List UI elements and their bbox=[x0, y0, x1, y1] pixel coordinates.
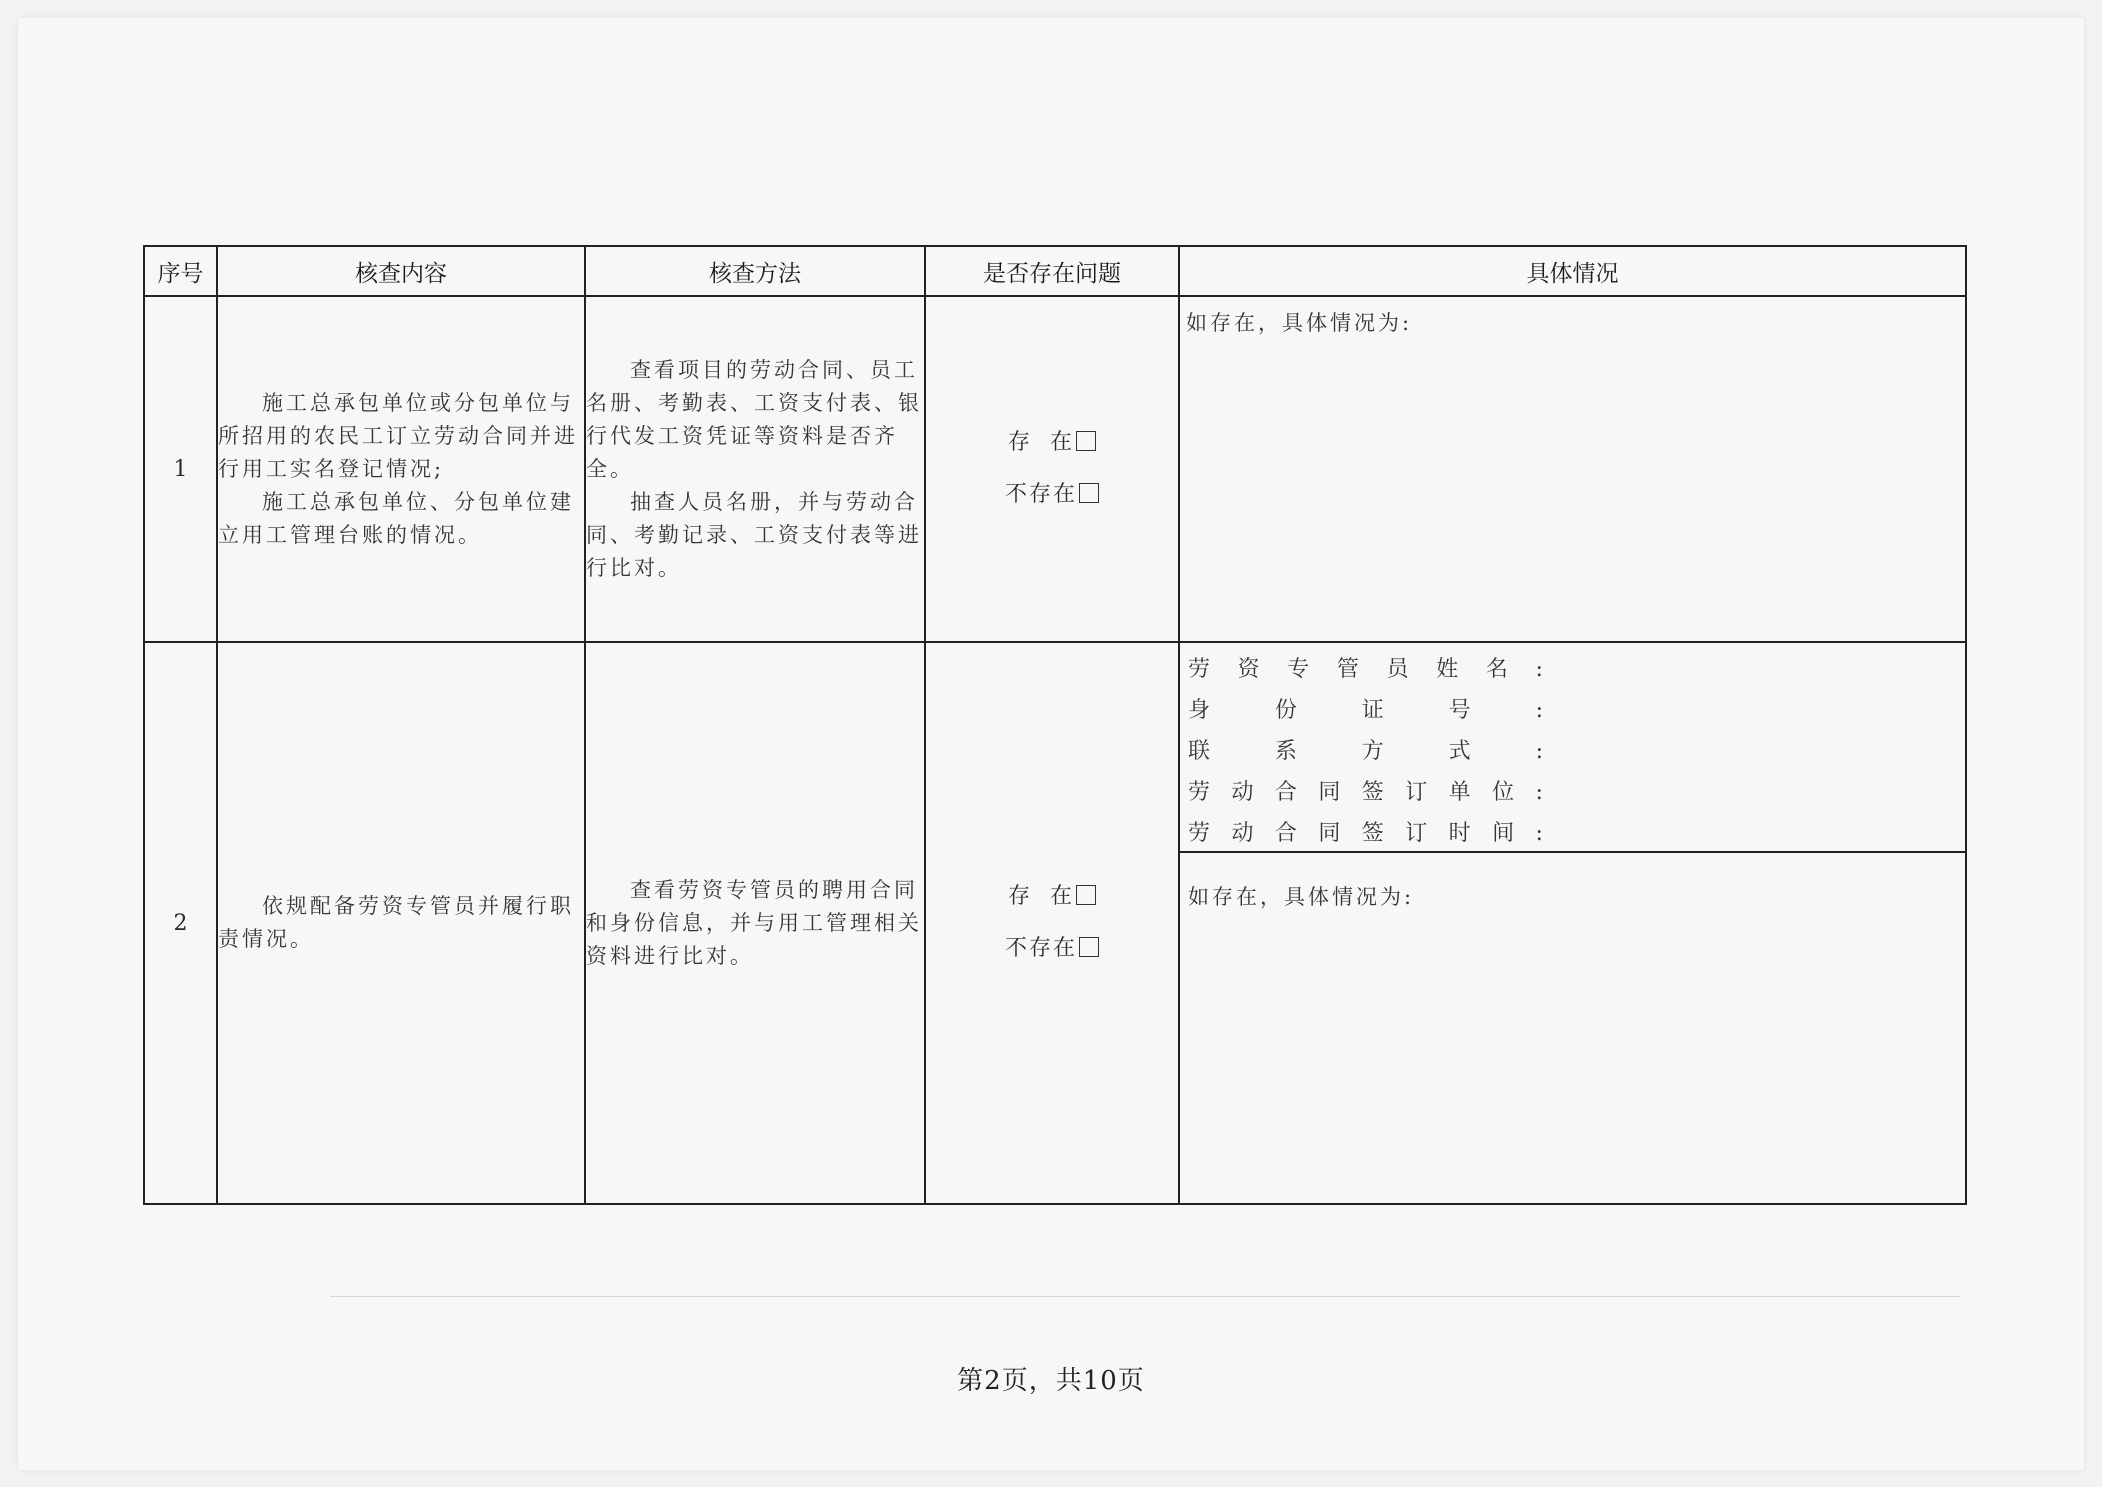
issue-status bbox=[925, 642, 1179, 1204]
header-no: 序号 bbox=[144, 246, 217, 296]
row-number: 2 bbox=[144, 642, 217, 1204]
option-not-exists[interactable] bbox=[926, 932, 1178, 966]
check-content bbox=[217, 642, 585, 1204]
header-issue: 是否存在问题 bbox=[925, 246, 1179, 296]
method-paragraph: 查看劳资专管员的聘用合同和身份信息，并与用工管理相关资料进行比对。 bbox=[586, 877, 922, 968]
header-detail: 具体情况 bbox=[1179, 246, 1966, 296]
option-label: 不存在 bbox=[1004, 936, 1077, 961]
option-not-exists[interactable] bbox=[926, 478, 1178, 512]
checkbox-icon[interactable] bbox=[1079, 483, 1099, 503]
issue-status bbox=[925, 296, 1179, 642]
header-method: 核查方法 bbox=[585, 246, 925, 296]
header-content: 核查内容 bbox=[217, 246, 585, 296]
option-label: 存 在 bbox=[1008, 430, 1074, 455]
contract-date-field: 劳 动 合 同 签 订 时 间 : bbox=[1188, 821, 1543, 846]
detail-cell[interactable] bbox=[1179, 296, 1966, 642]
method-paragraph: 查看项目的劳动合同、员工名册、考勤表、工资支付表、银行代发工资凭证等资料是否齐全。 bbox=[586, 357, 922, 481]
method-paragraph: 抽查人员名册，并与劳动合同、考勤记录、工资支付表等进行比对。 bbox=[586, 489, 922, 580]
row-number: 1 bbox=[144, 296, 217, 642]
option-label: 不存在 bbox=[1004, 482, 1077, 507]
id-number-field: 身 份 证 号 : bbox=[1188, 698, 1543, 723]
content-paragraph: 依规配备劳资专管员并履行职责情况。 bbox=[218, 894, 574, 951]
option-exists[interactable] bbox=[926, 426, 1178, 460]
detail-cell bbox=[1179, 642, 1966, 1204]
check-method bbox=[585, 642, 925, 1204]
content-paragraph: 施工总承包单位或分包单位与所招用的农民工订立劳动合同并进行用工实名登记情况; bbox=[218, 390, 578, 481]
table-row bbox=[144, 296, 1966, 642]
inspection-table bbox=[143, 245, 1967, 1205]
check-content bbox=[217, 296, 585, 642]
option-exists[interactable] bbox=[926, 880, 1178, 914]
check-method bbox=[585, 296, 925, 642]
checkbox-icon[interactable] bbox=[1079, 937, 1099, 957]
checkbox-icon[interactable] bbox=[1076, 431, 1096, 451]
footer-divider bbox=[330, 1296, 1960, 1297]
table-row bbox=[144, 642, 1966, 1204]
table-header-row bbox=[144, 246, 1966, 296]
staff-name-field: 劳 资 专 管 员 姓 名 : bbox=[1188, 657, 1543, 682]
checkbox-icon[interactable] bbox=[1076, 885, 1096, 905]
detail-label[interactable]: 如存在，具体情况为: bbox=[1188, 885, 1415, 909]
detail-label: 如存在，具体情况为: bbox=[1186, 311, 1413, 335]
contact-field: 联 系 方 式 : bbox=[1188, 739, 1543, 764]
page-number: 第2页，共10页 bbox=[957, 1366, 1145, 1396]
content-paragraph: 施工总承包单位、分包单位建立用工管理台账的情况。 bbox=[218, 489, 574, 547]
contract-unit-field: 劳 动 合 同 签 订 单 位 : bbox=[1188, 780, 1543, 805]
option-label: 存 在 bbox=[1008, 884, 1074, 909]
staff-info-block[interactable] bbox=[1180, 643, 1965, 853]
